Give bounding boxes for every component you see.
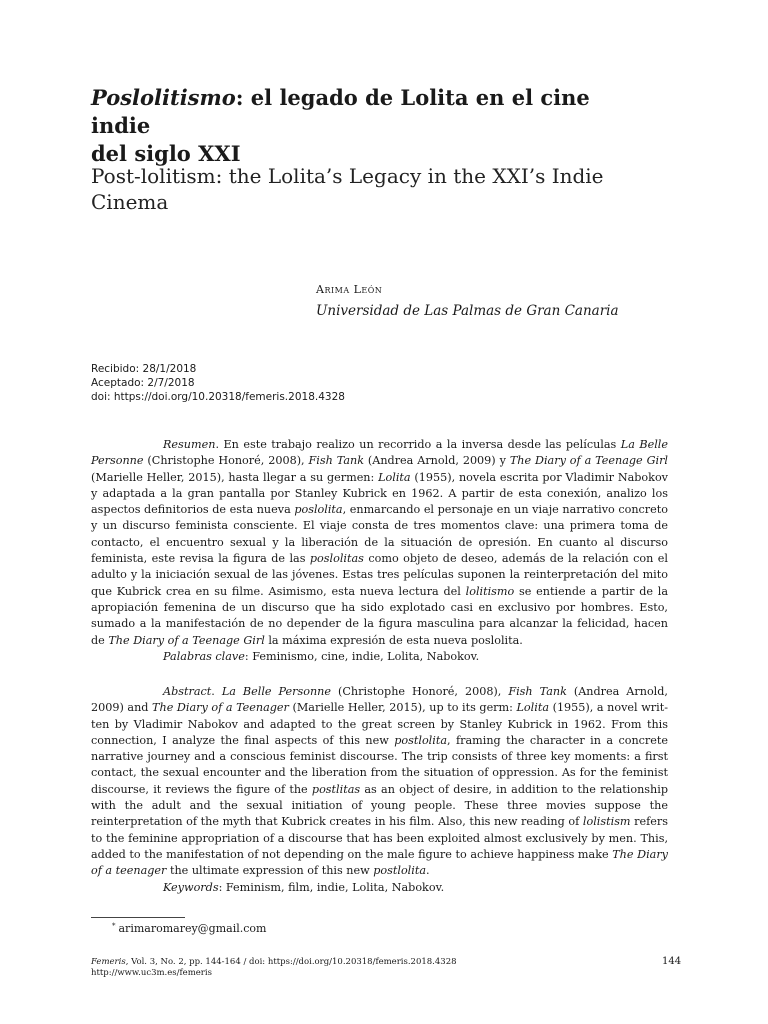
author-email[interactable]: arimaromarey@gmail.com [118, 922, 267, 935]
resumen-paragraph [91, 437, 668, 649]
text-run: . [426, 864, 430, 878]
citation-text: , Vol. 3, No. 2, pp. 144-164 / doi: https://doi.org/10.20318/femeris.2018.4328 [125, 957, 457, 967]
italic-phrase: Fish Tank [508, 685, 567, 698]
keywords [91, 880, 668, 896]
text-run: (1955), novela escrita por Vladimir Nabokov y adaptada a la gran pantalla por Stanley Kubrick en 1962. A partir de esta conexión, analizo los aspectos definitorios de esta nueva [91, 470, 669, 517]
text-run: (1955), a novel written by Vladimir Nabokov and adapted to the great screen by Stanley Kubrick in 1962. From this connection, I analyze the final aspects of this new [91, 701, 668, 747]
abstract-spanish [91, 437, 668, 665]
title-spanish-line2: del siglo XXI [91, 141, 241, 166]
resumen-body [91, 438, 668, 647]
italic-phrase: La Belle Personne [91, 438, 668, 468]
title-english-line2: Cinema [91, 190, 169, 214]
abstract-body [91, 685, 668, 877]
italic-phrase: poslolitas [309, 552, 364, 566]
page-footer [91, 957, 457, 979]
italic-phrase: postlitas [311, 782, 361, 796]
abstract-label: Abstract [163, 685, 212, 698]
footer-citation [91, 957, 457, 968]
article-dates [91, 362, 345, 404]
italic-phrase: poslolita [294, 503, 343, 517]
text-run: . En este trabajo realizo un recorrido a la inversa desde las películas [215, 438, 621, 451]
text-run: . [211, 685, 222, 698]
abstract-english [91, 684, 668, 896]
journal-url[interactable]: http://www.uc3m.es/femeris [91, 968, 212, 978]
accepted-date: Aceptado: 2/7/2018 [91, 377, 195, 389]
text-run: , framing the character in a concrete narrative journey and a conscious feminist discourse. The trip consists of three key moments: a first contact, the sexual encounter and the liberation from the situation of oppression. As for the feminist discourse, it reviews the figure of the [91, 733, 669, 796]
title-spanish [91, 84, 651, 168]
title-spanish-line1-rest: : el legado de Lolita en el cine indie [91, 85, 590, 138]
italic-phrase: Fish Tank [308, 454, 364, 468]
abstract-paragraph [91, 684, 668, 880]
text-run: (Marielle Heller, 2015), hasta llegar a su germen: [91, 470, 379, 484]
keywords-label: Keywords [163, 880, 219, 894]
italic-phrase: Lolita [516, 701, 549, 715]
keywords-list: : Feminism, film, indie, Lolita, Nabokov. [218, 880, 445, 894]
text-run: as an object of desire, in addition to the relationship with the adult and the sexual initiation of young people. These three movies suppose the reinterpretation of the myth that Kubrick creates in his film. Also, this new reading of [91, 782, 668, 829]
italic-phrase: Lolita [378, 470, 411, 484]
italic-phrase: The Diary of a teenager [91, 847, 669, 878]
footnote-divider [91, 917, 185, 918]
footnote [112, 922, 266, 935]
italic-phrase: lolitismo [465, 584, 515, 598]
footnote-marker: * [112, 922, 116, 930]
text-run: se entiende a partir de la apropiación femenina de un discurso que ha sido explotado casi en exclusivo por hombres. Esto, sumado a la manifestación de no depender de la figura masculina para alcanzar la felicidad, hacen de [91, 584, 668, 647]
title-spanish-italic: Poslolitismo [91, 85, 236, 110]
text-run: , enmarcando el personaje en un viaje narrativo concreto y un discurso feminista consciente. El viaje consta de tres momentos clave: una primera toma de contacto, el encuentro sexual y la liberación de la situación de opresión. En cuanto al discurso feminista, este revisa la figura de las [91, 503, 668, 566]
italic-phrase: La Belle Personne [221, 685, 332, 698]
author-affiliation: Universidad de Las Palmas de Gran Canaria [316, 303, 619, 319]
page-number: 144 [662, 956, 682, 967]
received-date: Recibido: 28/1/2018 [91, 363, 197, 375]
palabras-clave-list: : Feminismo, cine, indie, Lolita, Nabokov. [244, 649, 480, 663]
italic-phrase: The Diary of a Teenage Girl [108, 633, 265, 647]
text-run: (Andrea Arnold, 2009) and [91, 685, 668, 715]
text-run: (Christophe Honoré, 2008), [331, 685, 509, 698]
palabras-clave [91, 649, 668, 665]
italic-phrase: postlolita [373, 864, 427, 878]
title-english [91, 163, 651, 215]
text-run: the ultimate expression of this new [166, 864, 374, 878]
italic-phrase: postlolita [394, 733, 448, 747]
italic-phrase: The Diary of a Teenager [152, 701, 289, 715]
article-doi[interactable]: doi: https://doi.org/10.20318/femeris.2018.4328 [91, 391, 345, 403]
palabras-clave-label: Palabras clave [163, 649, 245, 663]
text-run: (Christophe Honoré, 2008), [143, 454, 309, 468]
italic-phrase: The Diary of a Teenage Girl [509, 454, 669, 468]
text-run: (Marielle Heller, 2015), up to its germ: [288, 701, 517, 715]
resumen-label: Resumen [163, 438, 216, 451]
author-name: Arima León [316, 283, 383, 296]
text-run: refers to the feminine appropriation of a discourse that has been exploited almost exclusively by men. This, added to the manifestation of not depending on the male figure to achieve happiness make [91, 815, 668, 861]
text-run: la máxima expresión de esta nueva poslolita. [264, 633, 523, 647]
italic-phrase: lolistism [582, 815, 631, 829]
title-english-line1: Post-lolitism: the Lolita’s Legacy in the XXI’s Indie [91, 164, 604, 188]
journal-name: Femeris [91, 957, 126, 967]
text-run: (Andrea Arnold, 2009) y [363, 454, 510, 468]
text-run: como objeto de deseo, además de la relación con el adulto y la iniciación sexual de las jóvenes. Estas tres películas suponen la reinterpretación del mito que Kubrick crea en su filme. Asimismo, esta nueva lectura del [91, 552, 668, 598]
